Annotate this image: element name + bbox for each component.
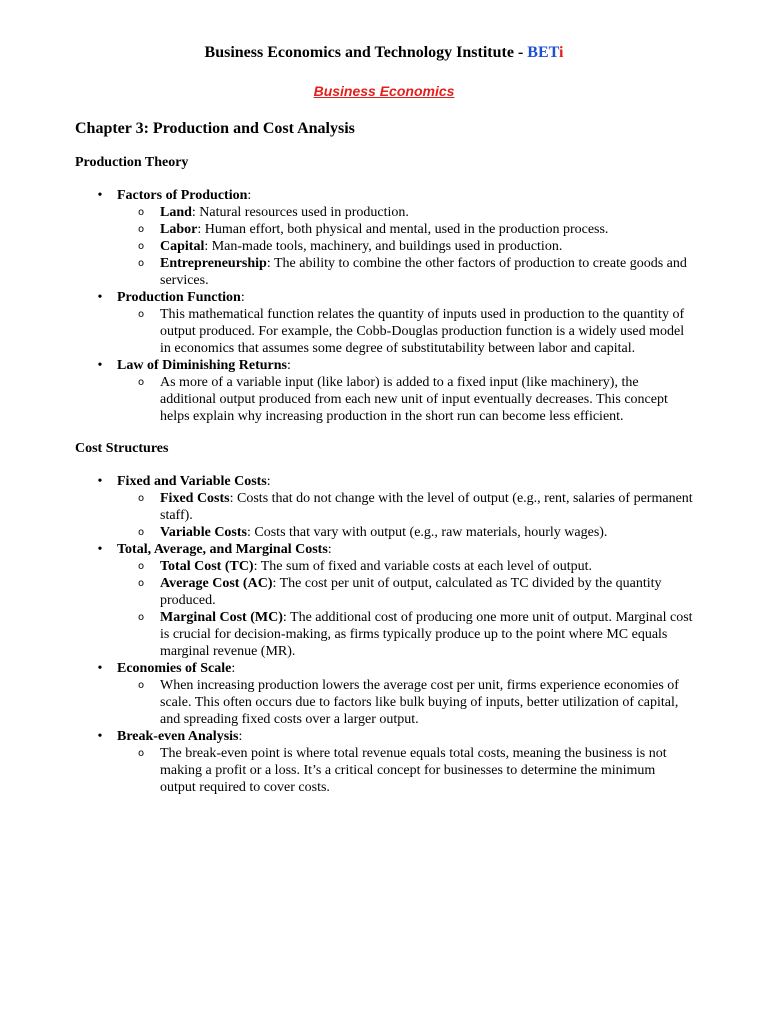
circle-bullet-icon: o	[138, 309, 145, 320]
production-theory-list	[0, 187, 768, 425]
sub-item: o Marginal Cost (MC): The additional cost of producing one more unit of output. Marginal cost is crucial for decision-making, as firms typically produce up to the point where MC equals marginal revenue (MR).	[138, 610, 693, 659]
bullet-icon: •	[97, 290, 103, 305]
circle-bullet-icon: o	[138, 207, 145, 218]
beti-logo-main: BET	[527, 44, 559, 61]
sub-item: o When increasing production lowers the average cost per unit, firms experience economies of scale. This often occurs due to factors like bulk buying of inputs, better utilization of capital, and spreading fixed costs over a larger output.	[138, 678, 679, 727]
list-item	[0, 357, 768, 425]
item-title: • Law of Diminishing Returns:	[0, 357, 768, 374]
circle-bullet-icon: o	[138, 258, 145, 269]
circle-bullet-icon: o	[138, 578, 145, 589]
item-title: • Fixed and Variable Costs:	[0, 473, 768, 490]
circle-bullet-icon: o	[138, 224, 145, 235]
circle-bullet-icon: o	[138, 748, 145, 759]
bullet-icon: •	[97, 188, 103, 203]
item-title: • Factors of Production:	[0, 187, 768, 204]
list-item	[0, 289, 768, 357]
sub-item: o Entrepreneurship: The ability to combine the other factors of production to create goods and services.	[138, 256, 687, 288]
sub-item: o Total Cost (TC): The sum of fixed and variable costs at each level of output.	[138, 559, 592, 574]
item-title: • Total, Average, and Marginal Costs:	[0, 541, 768, 558]
sub-item: o As more of a variable input (like labor) is added to a fixed input (like machinery), the additional output produced from each new unit of input eventually decreases. This concept helps explain why increasing production in the short run can become less efficient.	[138, 375, 668, 424]
circle-bullet-icon: o	[138, 680, 145, 691]
list-item	[0, 660, 768, 728]
list-item	[0, 728, 768, 796]
cost-structures-list	[0, 473, 768, 796]
sub-item: o Land: Natural resources used in production.	[138, 205, 409, 220]
bullet-icon: •	[97, 358, 103, 373]
list-item	[0, 541, 768, 660]
subject-title: Business Economics	[313, 83, 455, 99]
sub-item: o Capital: Man-made tools, machinery, and buildings used in production.	[138, 239, 563, 254]
institute-name: Business Economics and Technology Institute -	[204, 44, 528, 61]
section-heading-production-theory: Production Theory	[75, 155, 189, 170]
bullet-icon: •	[97, 729, 103, 744]
item-title: • Production Function:	[0, 289, 768, 306]
circle-bullet-icon: o	[138, 561, 145, 572]
circle-bullet-icon: o	[138, 493, 145, 504]
bullet-icon: •	[97, 661, 103, 676]
sub-item: o Labor: Human effort, both physical and mental, used in the production process.	[138, 222, 609, 237]
item-title: • Economies of Scale:	[0, 660, 768, 677]
circle-bullet-icon: o	[138, 527, 145, 538]
item-title: • Break-even Analysis:	[0, 728, 768, 745]
circle-bullet-icon: o	[138, 241, 145, 252]
bullet-icon: •	[97, 542, 103, 557]
list-item	[0, 187, 768, 289]
circle-bullet-icon: o	[138, 377, 145, 388]
list-item	[0, 473, 768, 541]
bullet-icon: •	[97, 474, 103, 489]
sub-item: o Fixed Costs: Costs that do not change with the level of output (e.g., rent, salaries of permanent staff).	[138, 491, 693, 523]
institute-header	[0, 43, 768, 63]
beti-logo-i: i	[559, 44, 564, 61]
sub-item: o The break-even point is where total revenue equals total costs, meaning the business is not making a profit or a loss. It’s a critical concept for businesses to determine the minimum output required to cover costs.	[138, 746, 667, 795]
chapter-title: Chapter 3: Production and Cost Analysis	[75, 120, 355, 137]
circle-bullet-icon: o	[138, 612, 145, 623]
section-heading-cost-structures: Cost Structures	[75, 441, 169, 456]
sub-item: o Variable Costs: Costs that vary with output (e.g., raw materials, hourly wages).	[138, 525, 608, 540]
sub-item: o Average Cost (AC): The cost per unit of output, calculated as TC divided by the quantity produced.	[138, 576, 662, 608]
sub-item: o This mathematical function relates the quantity of inputs used in production to the quantity of output produced. For example, the Cobb-Douglas production function is a widely used model in economics that assumes some degree of substitutability between labor and capital.	[138, 307, 685, 356]
